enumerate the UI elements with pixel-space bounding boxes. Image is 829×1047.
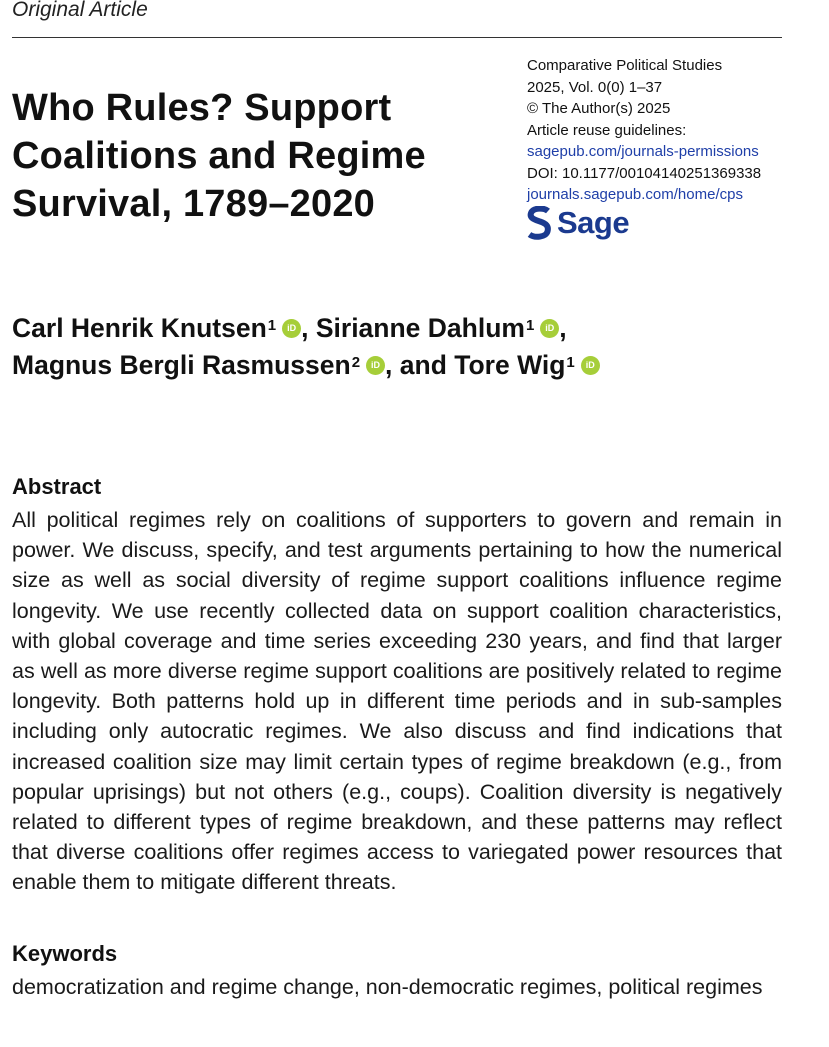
author-affiliation: 1	[267, 317, 277, 334]
author-name: Sirianne Dahlum	[315, 313, 525, 343]
author-affiliation: 1	[525, 317, 535, 334]
journal-homepage-link[interactable]: journals.sagepub.com/home/cps	[527, 186, 743, 203]
orcid-icon[interactable]: iD	[282, 319, 301, 338]
doi-line: DOI: 10.1177/00104140251369338	[527, 164, 762, 182]
keywords-text: democratization and regime change, non-democratic regimes, political regimes	[12, 975, 763, 999]
article-title: Who Rules? Support Coalitions and Regime Survival, 1789–2020	[12, 87, 426, 225]
author-affiliation: 2	[351, 354, 361, 371]
sage-s-icon	[527, 206, 551, 240]
publisher-logo	[527, 203, 629, 243]
author-name: Tore Wig	[454, 350, 566, 380]
orcid-icon[interactable]: iD	[366, 356, 385, 375]
author-item	[12, 313, 316, 343]
keywords-heading: Keywords	[12, 941, 118, 966]
article-type-label: Original Article	[12, 0, 148, 21]
volume-line: 2025, Vol. 0(0) 1–37	[527, 78, 663, 96]
publisher-logo-text: Sage	[557, 205, 630, 240]
orcid-icon[interactable]: iD	[540, 319, 559, 338]
author-name: Magnus Bergli Rasmussen	[12, 350, 351, 380]
author-separator: , and	[385, 350, 455, 380]
abstract-text: All political regimes rely on coalitions of supporters to govern and remain in power. We discuss, specify, and test arguments pertaining to how the numerical size as well as social diversity of regime support coalitions influence regime longevity. We use recently collected data on support coalition characteristics, with global coverage and time series exceeding 230 years, and find that larger as well as more diverse regime support coalitions are positively related to regime longevity. Both patterns hold up in different time periods and in sub-samples including only autocratic regimes. We also discuss and find indications that increased coalition size may limit certain types of regime breakdown (e.g., from popular uprisings) but not others (e.g., coups). Coalition diversity is negatively related to different types of regime breakdown, and these patterns may reflect that diverse coalitions offer regimes access to variegated power resources that enable them to mitigate different threats.	[12, 508, 782, 895]
author-item	[12, 350, 454, 380]
journal-info-block	[527, 55, 827, 206]
author-separator: ,	[559, 313, 567, 343]
author-separator: ,	[301, 313, 316, 343]
copyright-line: © The Author(s) 2025	[527, 100, 671, 117]
author-affiliation: 1	[566, 354, 575, 371]
author-item	[316, 313, 567, 343]
permissions-link[interactable]: sagepub.com/journals-permissions	[527, 143, 759, 160]
header-divider	[12, 37, 782, 38]
author-item	[454, 350, 600, 380]
author-list	[12, 310, 812, 384]
orcid-icon[interactable]: iD	[581, 356, 600, 375]
abstract-heading: Abstract	[12, 474, 102, 499]
reuse-label: Article reuse guidelines:	[527, 121, 687, 139]
journal-name: Comparative Political Studies	[527, 57, 723, 74]
author-name: Carl Henrik Knutsen	[12, 313, 267, 343]
